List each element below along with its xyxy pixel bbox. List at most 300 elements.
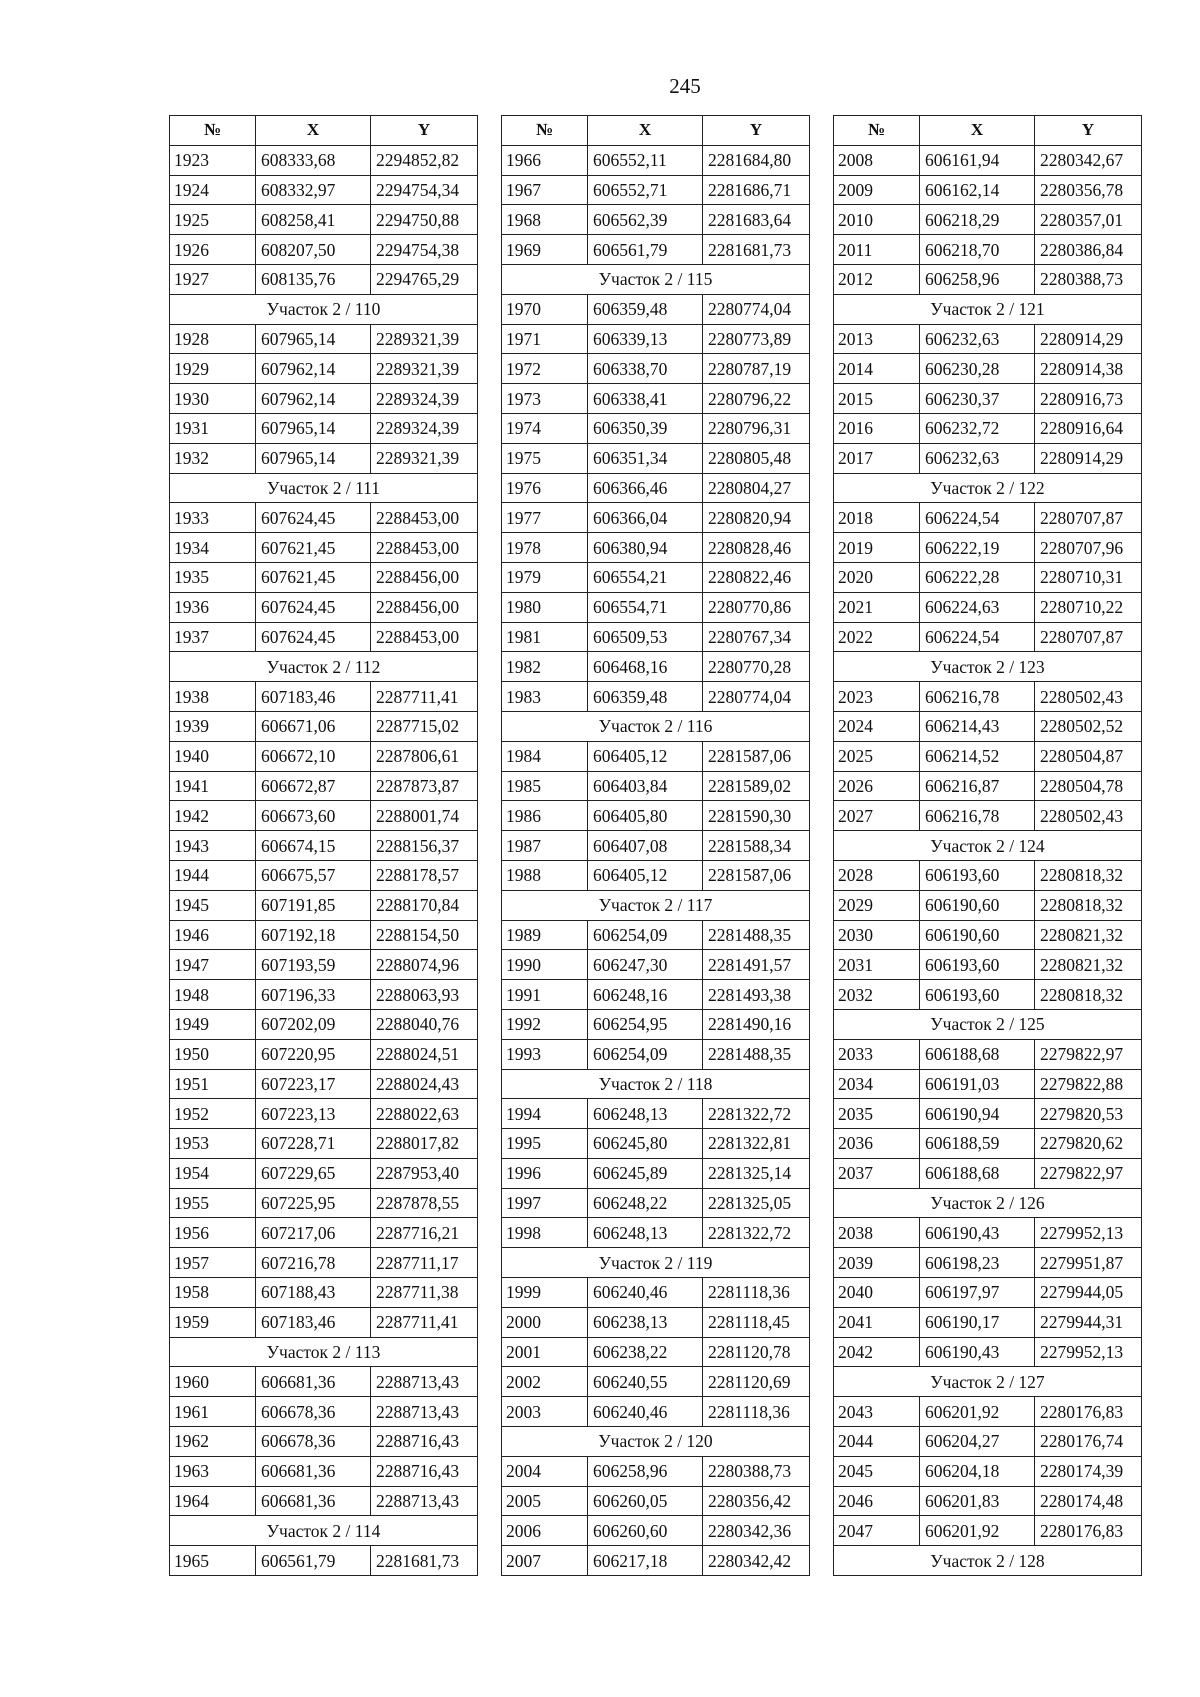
table-row bbox=[834, 175, 1142, 205]
x-coordinate-cell: 606561,79 bbox=[256, 1546, 371, 1576]
y-coordinate-cell: 2288154,50 bbox=[371, 920, 478, 950]
x-coordinate-cell: 606230,28 bbox=[920, 354, 1035, 384]
y-coordinate-cell: 2281118,45 bbox=[703, 1307, 810, 1337]
table-row bbox=[834, 771, 1142, 801]
table-row bbox=[502, 1099, 810, 1129]
point-number-cell: 2035 bbox=[834, 1099, 920, 1129]
section-title: Участок 2 / 113 bbox=[170, 1337, 478, 1367]
point-number-cell: 2040 bbox=[834, 1278, 920, 1308]
point-number-cell: 2037 bbox=[834, 1158, 920, 1188]
x-coordinate-cell: 606193,60 bbox=[920, 950, 1035, 980]
point-number-cell: 1948 bbox=[170, 980, 256, 1010]
y-coordinate-cell: 2288074,96 bbox=[371, 950, 478, 980]
y-coordinate-cell: 2280176,83 bbox=[1035, 1516, 1142, 1546]
table-row bbox=[502, 771, 810, 801]
y-coordinate-cell: 2280504,78 bbox=[1035, 771, 1142, 801]
table-row bbox=[170, 1188, 478, 1218]
point-number-cell: 2013 bbox=[834, 324, 920, 354]
table-row bbox=[834, 1486, 1142, 1516]
y-coordinate-cell: 2280386,84 bbox=[1035, 235, 1142, 265]
point-number-cell: 1928 bbox=[170, 324, 256, 354]
x-coordinate-cell: 606190,43 bbox=[920, 1337, 1035, 1367]
table-row bbox=[170, 145, 478, 175]
point-number-cell: 1985 bbox=[502, 771, 588, 801]
x-coordinate-cell: 606222,19 bbox=[920, 533, 1035, 563]
x-coordinate-cell: 606201,92 bbox=[920, 1397, 1035, 1427]
x-coordinate-cell: 608332,97 bbox=[256, 175, 371, 205]
x-coordinate-cell: 606245,89 bbox=[588, 1158, 703, 1188]
x-coordinate-cell: 606672,10 bbox=[256, 741, 371, 771]
table-row bbox=[170, 1397, 478, 1427]
x-coordinate-cell: 607183,46 bbox=[256, 1307, 371, 1337]
table-row bbox=[834, 1039, 1142, 1069]
table-row bbox=[502, 145, 810, 175]
x-coordinate-cell: 606232,63 bbox=[920, 443, 1035, 473]
table-row bbox=[502, 950, 810, 980]
table-row bbox=[502, 503, 810, 533]
point-number-cell: 1953 bbox=[170, 1129, 256, 1159]
table-row bbox=[170, 920, 478, 950]
section-row bbox=[502, 890, 810, 920]
y-coordinate-cell: 2279820,62 bbox=[1035, 1129, 1142, 1159]
point-number-cell: 1934 bbox=[170, 533, 256, 563]
y-coordinate-cell: 2288453,00 bbox=[371, 622, 478, 652]
point-number-cell: 1960 bbox=[170, 1367, 256, 1397]
table-row bbox=[502, 533, 810, 563]
y-coordinate-cell: 2280773,89 bbox=[703, 324, 810, 354]
table-row bbox=[170, 1099, 478, 1129]
header-number: № bbox=[834, 116, 920, 146]
table-row bbox=[170, 1069, 478, 1099]
x-coordinate-cell: 606245,80 bbox=[588, 1129, 703, 1159]
y-coordinate-cell: 2289321,39 bbox=[371, 443, 478, 473]
y-coordinate-cell: 2280356,78 bbox=[1035, 175, 1142, 205]
table-row bbox=[502, 1367, 810, 1397]
section-title: Участок 2 / 114 bbox=[170, 1516, 478, 1546]
table-row bbox=[170, 1367, 478, 1397]
x-coordinate-cell: 607196,33 bbox=[256, 980, 371, 1010]
x-coordinate-cell: 607624,45 bbox=[256, 592, 371, 622]
y-coordinate-cell: 2281488,35 bbox=[703, 1039, 810, 1069]
y-coordinate-cell: 2280767,34 bbox=[703, 622, 810, 652]
y-coordinate-cell: 2289321,39 bbox=[371, 324, 478, 354]
table-row bbox=[502, 741, 810, 771]
table-row bbox=[502, 1218, 810, 1248]
point-number-cell: 1924 bbox=[170, 175, 256, 205]
point-number-cell: 1993 bbox=[502, 1039, 588, 1069]
point-number-cell: 1982 bbox=[502, 652, 588, 682]
section-row bbox=[834, 1367, 1142, 1397]
table-row bbox=[170, 1158, 478, 1188]
point-number-cell: 2010 bbox=[834, 205, 920, 235]
y-coordinate-cell: 2280174,48 bbox=[1035, 1486, 1142, 1516]
section-row bbox=[170, 1516, 478, 1546]
x-coordinate-cell: 606562,39 bbox=[588, 205, 703, 235]
y-coordinate-cell: 2288716,43 bbox=[371, 1456, 478, 1486]
point-number-cell: 1936 bbox=[170, 592, 256, 622]
point-number-cell: 2004 bbox=[502, 1456, 588, 1486]
y-coordinate-cell: 2280818,32 bbox=[1035, 860, 1142, 890]
x-coordinate-cell: 606240,46 bbox=[588, 1278, 703, 1308]
y-coordinate-cell: 2288456,00 bbox=[371, 562, 478, 592]
x-coordinate-cell: 606554,21 bbox=[588, 562, 703, 592]
point-number-cell: 1952 bbox=[170, 1099, 256, 1129]
table-row bbox=[170, 682, 478, 712]
y-coordinate-cell: 2287873,87 bbox=[371, 771, 478, 801]
point-number-cell: 2045 bbox=[834, 1456, 920, 1486]
y-coordinate-cell: 2279952,13 bbox=[1035, 1218, 1142, 1248]
x-coordinate-cell: 606254,09 bbox=[588, 1039, 703, 1069]
page-number: 245 bbox=[669, 74, 701, 98]
table-row bbox=[834, 1069, 1142, 1099]
section-title: Участок 2 / 126 bbox=[834, 1188, 1142, 1218]
point-number-cell: 1978 bbox=[502, 533, 588, 563]
x-coordinate-cell: 606218,29 bbox=[920, 205, 1035, 235]
point-number-cell: 1972 bbox=[502, 354, 588, 384]
y-coordinate-cell: 2281683,64 bbox=[703, 205, 810, 235]
y-coordinate-cell: 2280356,42 bbox=[703, 1486, 810, 1516]
x-coordinate-cell: 606201,92 bbox=[920, 1516, 1035, 1546]
point-number-cell: 2009 bbox=[834, 175, 920, 205]
x-coordinate-cell: 606350,39 bbox=[588, 413, 703, 443]
x-coordinate-cell: 606188,68 bbox=[920, 1158, 1035, 1188]
section-title: Участок 2 / 123 bbox=[834, 652, 1142, 682]
point-number-cell: 1992 bbox=[502, 1009, 588, 1039]
section-row bbox=[502, 1427, 810, 1457]
point-number-cell: 1950 bbox=[170, 1039, 256, 1069]
section-row bbox=[834, 831, 1142, 861]
point-number-cell: 1958 bbox=[170, 1278, 256, 1308]
table-row bbox=[170, 860, 478, 890]
point-number-cell: 2011 bbox=[834, 235, 920, 265]
section-row bbox=[834, 294, 1142, 324]
point-number-cell: 2000 bbox=[502, 1307, 588, 1337]
table-row bbox=[170, 354, 478, 384]
table-row bbox=[834, 682, 1142, 712]
y-coordinate-cell: 2280828,46 bbox=[703, 533, 810, 563]
y-coordinate-cell: 2280357,01 bbox=[1035, 205, 1142, 235]
table-row bbox=[834, 1278, 1142, 1308]
point-number-cell: 1956 bbox=[170, 1218, 256, 1248]
x-coordinate-cell: 606671,06 bbox=[256, 711, 371, 741]
y-coordinate-cell: 2288022,63 bbox=[371, 1099, 478, 1129]
x-coordinate-cell: 606197,97 bbox=[920, 1278, 1035, 1308]
point-number-cell: 1955 bbox=[170, 1188, 256, 1218]
x-coordinate-cell: 607965,14 bbox=[256, 324, 371, 354]
x-coordinate-cell: 606366,46 bbox=[588, 473, 703, 503]
point-number-cell: 1923 bbox=[170, 145, 256, 175]
x-coordinate-cell: 606162,14 bbox=[920, 175, 1035, 205]
point-number-cell: 1939 bbox=[170, 711, 256, 741]
x-coordinate-cell: 606191,03 bbox=[920, 1069, 1035, 1099]
table-row bbox=[502, 354, 810, 384]
section-row bbox=[502, 1248, 810, 1278]
table-row bbox=[170, 413, 478, 443]
x-coordinate-cell: 607192,18 bbox=[256, 920, 371, 950]
point-number-cell: 1986 bbox=[502, 801, 588, 831]
point-number-cell: 2039 bbox=[834, 1248, 920, 1278]
section-row bbox=[502, 264, 810, 294]
y-coordinate-cell: 2280770,86 bbox=[703, 592, 810, 622]
y-coordinate-cell: 2279951,87 bbox=[1035, 1248, 1142, 1278]
y-coordinate-cell: 2281590,30 bbox=[703, 801, 810, 831]
x-coordinate-cell: 606672,87 bbox=[256, 771, 371, 801]
table-row bbox=[170, 622, 478, 652]
table-row bbox=[170, 264, 478, 294]
table-row bbox=[502, 831, 810, 861]
y-coordinate-cell: 2280821,32 bbox=[1035, 950, 1142, 980]
y-coordinate-cell: 2281120,69 bbox=[703, 1367, 810, 1397]
point-number-cell: 1951 bbox=[170, 1069, 256, 1099]
table-row bbox=[170, 771, 478, 801]
y-coordinate-cell: 2280787,19 bbox=[703, 354, 810, 384]
point-number-cell: 1979 bbox=[502, 562, 588, 592]
point-number-cell: 1935 bbox=[170, 562, 256, 592]
x-coordinate-cell: 606238,22 bbox=[588, 1337, 703, 1367]
table-row bbox=[170, 175, 478, 205]
x-coordinate-cell: 606359,48 bbox=[588, 682, 703, 712]
section-row bbox=[834, 1009, 1142, 1039]
point-number-cell: 1930 bbox=[170, 384, 256, 414]
table-header-row bbox=[170, 116, 478, 146]
y-coordinate-cell: 2287878,55 bbox=[371, 1188, 478, 1218]
table-row bbox=[834, 1397, 1142, 1427]
table-row bbox=[170, 533, 478, 563]
y-coordinate-cell: 2279944,31 bbox=[1035, 1307, 1142, 1337]
point-number-cell: 2018 bbox=[834, 503, 920, 533]
y-coordinate-cell: 2279822,88 bbox=[1035, 1069, 1142, 1099]
section-title: Участок 2 / 124 bbox=[834, 831, 1142, 861]
point-number-cell: 2043 bbox=[834, 1397, 920, 1427]
header-y: Y bbox=[703, 116, 810, 146]
x-coordinate-cell: 606254,95 bbox=[588, 1009, 703, 1039]
table-row bbox=[502, 1397, 810, 1427]
y-coordinate-cell: 2281325,14 bbox=[703, 1158, 810, 1188]
x-coordinate-cell: 606204,27 bbox=[920, 1427, 1035, 1457]
x-coordinate-cell: 607183,46 bbox=[256, 682, 371, 712]
table-row bbox=[170, 831, 478, 861]
x-coordinate-cell: 606380,94 bbox=[588, 533, 703, 563]
point-number-cell: 1954 bbox=[170, 1158, 256, 1188]
point-number-cell: 1970 bbox=[502, 294, 588, 324]
y-coordinate-cell: 2280820,94 bbox=[703, 503, 810, 533]
table-row bbox=[502, 384, 810, 414]
y-coordinate-cell: 2280914,29 bbox=[1035, 443, 1142, 473]
coordinate-table-2 bbox=[501, 115, 810, 1576]
x-coordinate-cell: 607202,09 bbox=[256, 1009, 371, 1039]
section-row bbox=[834, 1546, 1142, 1576]
table-row bbox=[502, 1456, 810, 1486]
table-row bbox=[834, 1099, 1142, 1129]
point-number-cell: 1963 bbox=[170, 1456, 256, 1486]
point-number-cell: 2022 bbox=[834, 622, 920, 652]
table-row bbox=[170, 1307, 478, 1337]
point-number-cell: 2002 bbox=[502, 1367, 588, 1397]
table-row bbox=[834, 145, 1142, 175]
y-coordinate-cell: 2280502,43 bbox=[1035, 801, 1142, 831]
y-coordinate-cell: 2294852,82 bbox=[371, 145, 478, 175]
point-number-cell: 1967 bbox=[502, 175, 588, 205]
y-coordinate-cell: 2281325,05 bbox=[703, 1188, 810, 1218]
table-row bbox=[502, 1546, 810, 1576]
point-number-cell: 1947 bbox=[170, 950, 256, 980]
point-number-cell: 1959 bbox=[170, 1307, 256, 1337]
table-row bbox=[834, 741, 1142, 771]
section-title: Участок 2 / 117 bbox=[502, 890, 810, 920]
table-row bbox=[170, 890, 478, 920]
y-coordinate-cell: 2280504,87 bbox=[1035, 741, 1142, 771]
table-row bbox=[502, 443, 810, 473]
y-coordinate-cell: 2280176,83 bbox=[1035, 1397, 1142, 1427]
header-number: № bbox=[502, 116, 588, 146]
point-number-cell: 1988 bbox=[502, 860, 588, 890]
x-coordinate-cell: 607191,85 bbox=[256, 890, 371, 920]
x-coordinate-cell: 606675,57 bbox=[256, 860, 371, 890]
y-coordinate-cell: 2280796,22 bbox=[703, 384, 810, 414]
table-row bbox=[834, 1456, 1142, 1486]
x-coordinate-cell: 607965,14 bbox=[256, 413, 371, 443]
x-coordinate-cell: 607962,14 bbox=[256, 384, 371, 414]
table-row bbox=[170, 801, 478, 831]
y-coordinate-cell: 2280174,39 bbox=[1035, 1456, 1142, 1486]
table-row bbox=[502, 1158, 810, 1188]
point-number-cell: 2015 bbox=[834, 384, 920, 414]
y-coordinate-cell: 2287716,21 bbox=[371, 1218, 478, 1248]
x-coordinate-cell: 606188,59 bbox=[920, 1129, 1035, 1159]
x-coordinate-cell: 606561,79 bbox=[588, 235, 703, 265]
x-coordinate-cell: 607188,43 bbox=[256, 1278, 371, 1308]
y-coordinate-cell: 2287711,17 bbox=[371, 1248, 478, 1278]
x-coordinate-cell: 606224,54 bbox=[920, 503, 1035, 533]
point-number-cell: 2007 bbox=[502, 1546, 588, 1576]
y-coordinate-cell: 2281491,57 bbox=[703, 950, 810, 980]
point-number-cell: 1964 bbox=[170, 1486, 256, 1516]
coordinate-table-3 bbox=[833, 115, 1142, 1576]
table-row bbox=[170, 1278, 478, 1308]
x-coordinate-cell: 608333,68 bbox=[256, 145, 371, 175]
y-coordinate-cell: 2288024,51 bbox=[371, 1039, 478, 1069]
x-coordinate-cell: 606681,36 bbox=[256, 1456, 371, 1486]
point-number-cell: 2012 bbox=[834, 264, 920, 294]
table-row bbox=[834, 1129, 1142, 1159]
table-row bbox=[834, 592, 1142, 622]
y-coordinate-cell: 2288713,43 bbox=[371, 1367, 478, 1397]
point-number-cell: 2001 bbox=[502, 1337, 588, 1367]
table-row bbox=[834, 264, 1142, 294]
point-number-cell: 1962 bbox=[170, 1427, 256, 1457]
point-number-cell: 1926 bbox=[170, 235, 256, 265]
y-coordinate-cell: 2294765,29 bbox=[371, 264, 478, 294]
section-row bbox=[170, 294, 478, 324]
table-row bbox=[170, 711, 478, 741]
point-number-cell: 1974 bbox=[502, 413, 588, 443]
y-coordinate-cell: 2281118,36 bbox=[703, 1278, 810, 1308]
y-coordinate-cell: 2280707,87 bbox=[1035, 503, 1142, 533]
point-number-cell: 2029 bbox=[834, 890, 920, 920]
point-number-cell: 2019 bbox=[834, 533, 920, 563]
table-row bbox=[170, 1039, 478, 1069]
header-x: X bbox=[256, 116, 371, 146]
x-coordinate-cell: 607624,45 bbox=[256, 622, 371, 652]
y-coordinate-cell: 2281493,38 bbox=[703, 980, 810, 1010]
y-coordinate-cell: 2288170,84 bbox=[371, 890, 478, 920]
point-number-cell: 1927 bbox=[170, 264, 256, 294]
y-coordinate-cell: 2288001,74 bbox=[371, 801, 478, 831]
y-coordinate-cell: 2281588,34 bbox=[703, 831, 810, 861]
table-row bbox=[170, 741, 478, 771]
table-row bbox=[170, 324, 478, 354]
y-coordinate-cell: 2280914,38 bbox=[1035, 354, 1142, 384]
y-coordinate-cell: 2280805,48 bbox=[703, 443, 810, 473]
section-title: Участок 2 / 119 bbox=[502, 1248, 810, 1278]
table-row bbox=[502, 1039, 810, 1069]
x-coordinate-cell: 606190,43 bbox=[920, 1218, 1035, 1248]
point-number-cell: 1999 bbox=[502, 1278, 588, 1308]
x-coordinate-cell: 607225,95 bbox=[256, 1188, 371, 1218]
y-coordinate-cell: 2280774,04 bbox=[703, 294, 810, 324]
x-coordinate-cell: 606193,60 bbox=[920, 980, 1035, 1010]
table-row bbox=[170, 1427, 478, 1457]
y-coordinate-cell: 2281681,73 bbox=[703, 235, 810, 265]
point-number-cell: 1933 bbox=[170, 503, 256, 533]
table-row bbox=[502, 801, 810, 831]
y-coordinate-cell: 2281589,02 bbox=[703, 771, 810, 801]
x-coordinate-cell: 606204,18 bbox=[920, 1456, 1035, 1486]
y-coordinate-cell: 2280388,73 bbox=[703, 1456, 810, 1486]
x-coordinate-cell: 606190,60 bbox=[920, 920, 1035, 950]
x-coordinate-cell: 606403,84 bbox=[588, 771, 703, 801]
section-title: Участок 2 / 121 bbox=[834, 294, 1142, 324]
section-title: Участок 2 / 128 bbox=[834, 1546, 1142, 1576]
section-title: Участок 2 / 125 bbox=[834, 1009, 1142, 1039]
x-coordinate-cell: 606217,18 bbox=[588, 1546, 703, 1576]
section-row bbox=[170, 652, 478, 682]
table-row bbox=[170, 1218, 478, 1248]
table-header-row bbox=[834, 116, 1142, 146]
point-number-cell: 1996 bbox=[502, 1158, 588, 1188]
x-coordinate-cell: 606214,52 bbox=[920, 741, 1035, 771]
x-coordinate-cell: 606366,04 bbox=[588, 503, 703, 533]
point-number-cell: 1937 bbox=[170, 622, 256, 652]
x-coordinate-cell: 606224,63 bbox=[920, 592, 1035, 622]
table-row bbox=[834, 801, 1142, 831]
point-number-cell: 1944 bbox=[170, 860, 256, 890]
x-coordinate-cell: 606260,60 bbox=[588, 1516, 703, 1546]
table-row bbox=[170, 443, 478, 473]
table-row bbox=[502, 1307, 810, 1337]
y-coordinate-cell: 2280342,67 bbox=[1035, 145, 1142, 175]
table-row bbox=[502, 652, 810, 682]
table-row bbox=[502, 175, 810, 205]
section-title: Участок 2 / 120 bbox=[502, 1427, 810, 1457]
point-number-cell: 2044 bbox=[834, 1427, 920, 1457]
y-coordinate-cell: 2280914,29 bbox=[1035, 324, 1142, 354]
table-row bbox=[170, 205, 478, 235]
table-row bbox=[834, 1248, 1142, 1278]
x-coordinate-cell: 606248,16 bbox=[588, 980, 703, 1010]
y-coordinate-cell: 2280796,31 bbox=[703, 413, 810, 443]
section-title: Участок 2 / 110 bbox=[170, 294, 478, 324]
table-header-row bbox=[502, 116, 810, 146]
table-row bbox=[834, 1427, 1142, 1457]
table-row bbox=[834, 711, 1142, 741]
table-row bbox=[834, 324, 1142, 354]
x-coordinate-cell: 607223,17 bbox=[256, 1069, 371, 1099]
x-coordinate-cell: 606681,36 bbox=[256, 1486, 371, 1516]
table-row bbox=[834, 1218, 1142, 1248]
table-row bbox=[834, 443, 1142, 473]
table-row bbox=[170, 592, 478, 622]
